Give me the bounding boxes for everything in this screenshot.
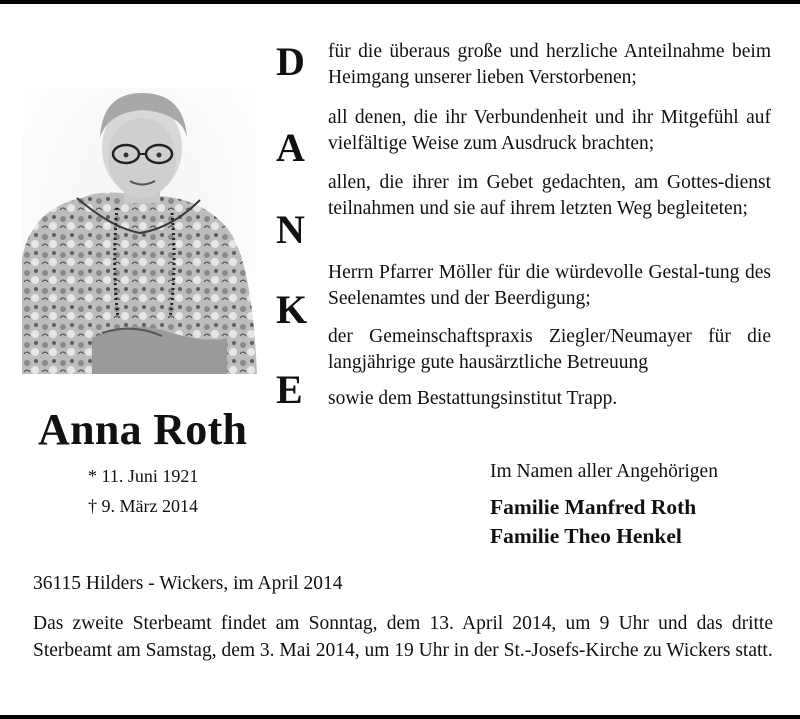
service-notice: Das zweite Sterbeamt findet am Sonntag, dem 13. April 2014, um 9 Uhr und das dritte Sterbeamt am Samstag, dem 3. Mai 2014, um 19 Uhr in der St.-Josefs-Kirche zu Wickers statt. [33,613,773,661]
thanks-paragraph-6: sowie dem Bestattungsinstitut Trapp. [328,388,618,409]
deceased-name: Anna Roth [38,405,248,454]
birth-date: * 11. Juni 1921 [88,466,199,486]
portrait-photo [22,88,257,374]
thanks-paragraph-2: all denen, die ihr Verbundenheit und ihr Mitgefühl auf vielfältige Weise zum Ausdruck brachten; [328,107,771,154]
thanks-paragraph-3: allen, die ihrer im Gebet gedachten, am Gottes-dienst teilnahmen und sie auf ihrem letzten Weg begleiteten; [328,172,771,219]
thanks-paragraph-4: Herrn Pfarrer Möller für die würdevolle Gestal-tung des Seelenamtes und der Beerdigung; [328,262,771,309]
family-name-2: Familie Theo Henkel [490,524,682,548]
danke-letter-d: D [276,39,305,84]
danke-letter-k: K [276,287,308,332]
danke-letter-n: N [276,207,305,252]
place-date: 36115 Hilders - Wickers, im April 2014 [33,573,343,594]
danke-letter-a: A [276,125,305,170]
portrait-image [22,88,257,374]
thanks-paragraph-1: für die überaus große und herzliche Anteilnahme beim Heimgang unserer lieben Verstorbenen; [328,41,771,88]
danke-letter-e: E [276,367,303,412]
family-name-1: Familie Manfred Roth [490,495,697,519]
signature-intro: Im Namen aller Angehörigen [490,461,718,482]
death-date: † 9. März 2014 [88,496,198,516]
thanks-paragraph-5: der Gemeinschaftspraxis Ziegler/Neumayer für die langjährige gute hausärztliche Betreuung [328,326,771,373]
